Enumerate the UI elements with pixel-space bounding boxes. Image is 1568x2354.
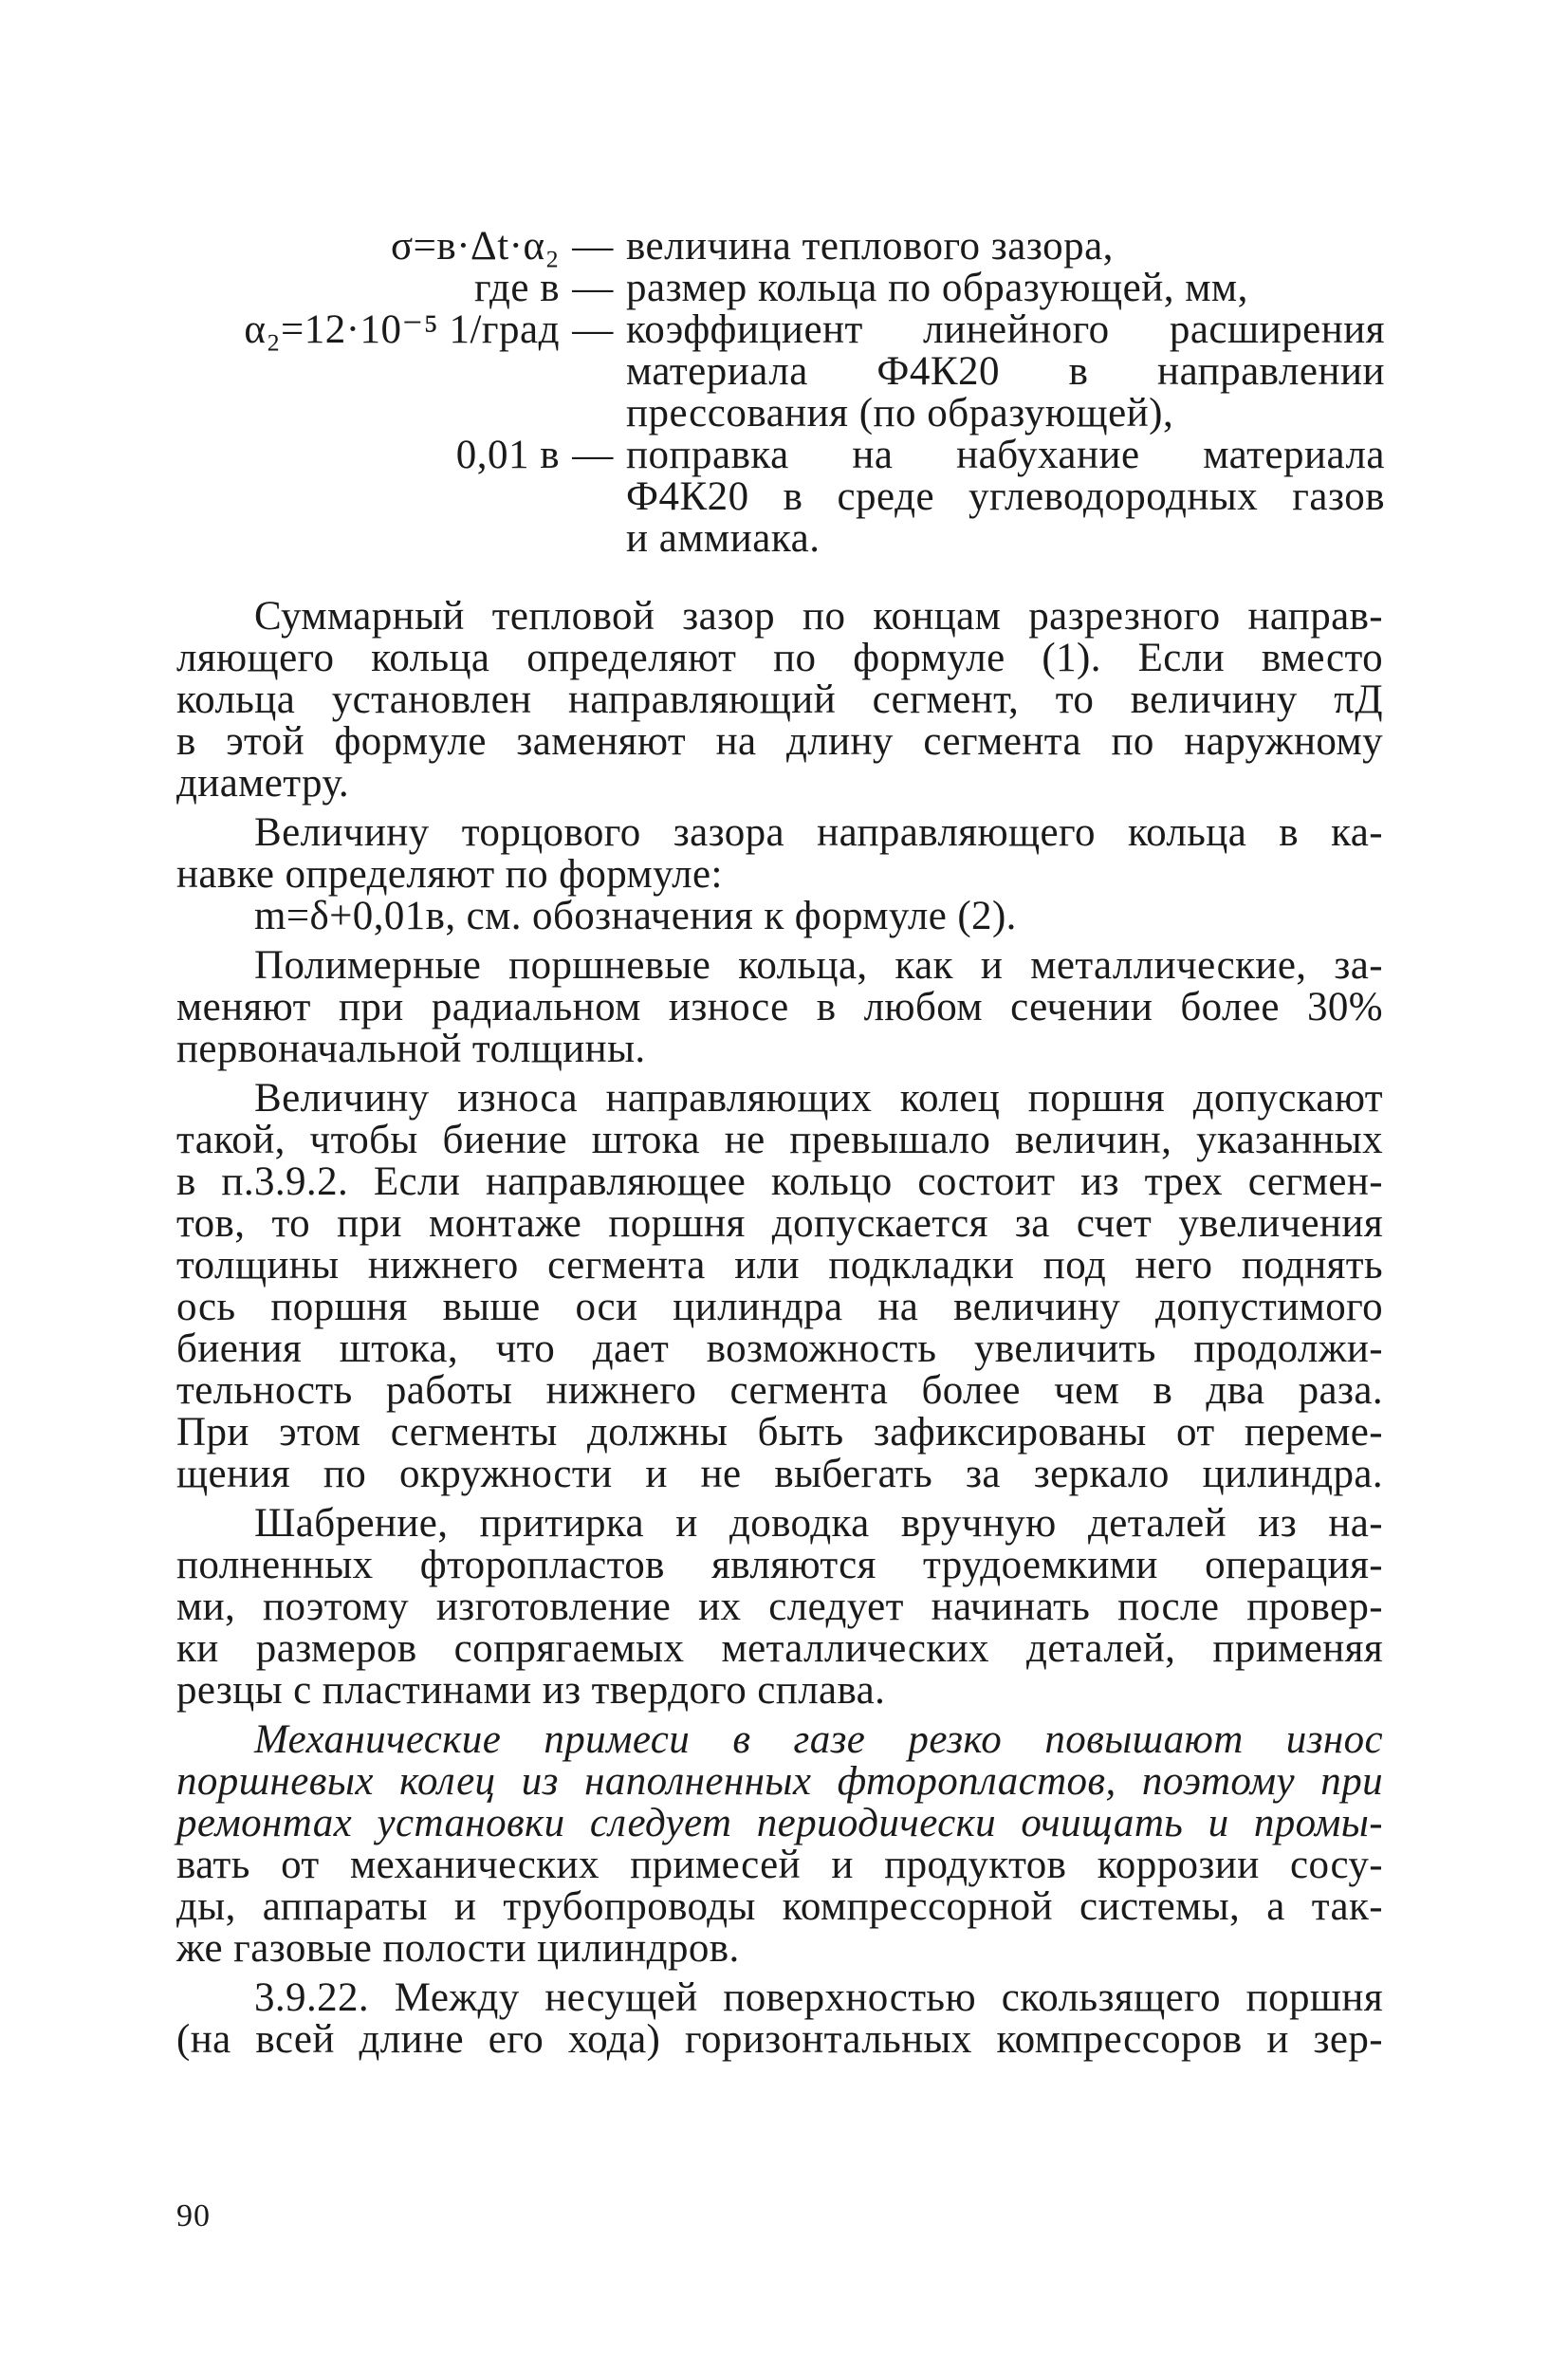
definition-row [171,309,1404,435]
paragraph [176,1977,1383,2061]
paragraph [176,1078,1383,1495]
definition-line: поправка на набухание материала [626,433,1385,477]
definition-description [626,268,1385,309]
definition-line: коэффициент линейного расширения [626,307,1385,352]
definition-line: размер кольца по образующей, мм, [626,266,1248,310]
text-line: Суммарный тепловой зазор по концам разрезного направ- [254,594,1383,639]
definition-description [626,435,1385,560]
text-line: резцы с пластинами из твердого сплава. [176,1668,886,1713]
text-line: щения по окружности и не выбегать за зеркало цилиндра. [176,1452,1383,1496]
definition-row [171,268,1404,309]
definition-term: 0,01 в [455,433,560,477]
definition-term: где в [473,266,560,310]
text-line: Полимерные поршневые кольца, как и металлические, за- [254,943,1383,988]
paragraph [176,1503,1383,1712]
definition-line: материала Ф4К20 в направлении [626,349,1385,394]
definition-row [171,435,1404,560]
text-line: При этом сегменты должны быть зафиксированы от переме- [176,1410,1383,1455]
paragraph [176,812,1383,937]
text-line: в п.3.9.2. Если направляющее кольцо состоит из трех сегмен- [176,1159,1383,1204]
definition-description [626,309,1385,435]
text-line: диаметру. [176,761,350,806]
text-line: поршневых колец из наполненных фторопластов, поэтому при [176,1759,1383,1804]
definition-line: и аммиака. [626,516,821,561]
text-line: ремонтах установки следует периодически очищать и промы- [176,1801,1383,1845]
text-line: кольца установлен направляющий сегмент, то величину πД [176,677,1383,722]
paragraph-continuation [176,1844,1383,1970]
definition-description [626,226,1385,268]
body-text [176,596,1383,2068]
formula-line: m=δ+0,01в, см. обозначения к формуле (2). [254,894,1017,938]
text-line: меняют при радиальном износе в любом сечении более 30% [176,985,1383,1029]
text-line: толщины нижнего сегмента или подкладки под него поднять [176,1243,1383,1288]
text-line: первоначальной толщины. [176,1027,646,1071]
definition-term: α₂=12·10⁻⁵ 1/град [244,307,560,352]
definition-line: величина теплового зазора, [626,224,1114,269]
text-line: ляющего кольца определяют по формуле (1). Если вместо [176,636,1383,680]
definition-dash: — [572,224,614,269]
paragraph [176,596,1383,805]
text-line: ось поршня выше оси цилиндра на величину допустимого [176,1285,1383,1329]
paragraph [176,945,1383,1070]
definition-dash: — [572,266,614,310]
text-line: Величину износа направляющих колец поршня допускают [254,1076,1383,1121]
text-line: полненных фторопластов являются трудоемкими операция- [176,1543,1383,1587]
page-number: 90 [176,2198,211,2234]
text-line: тельность работы нижнего сегмента более чем в два раза. [176,1368,1383,1413]
text-line: вать от механических примесей и продуктов коррозии сосу- [176,1843,1383,1887]
text-line: Шабрение, притирка и доводка вручную деталей из на- [254,1501,1383,1546]
definition-line: Ф4К20 в среде углеводородных газов [626,474,1385,519]
text-line: тов, то при монтаже поршня допускается за счет увеличения [176,1201,1383,1246]
definition-dash: — [572,307,614,352]
definition-row [171,226,1404,268]
definition-dash: — [572,433,614,477]
text-line: биения штока, что дает возможность увеличить продолжи- [176,1326,1383,1371]
definition-term: σ=в·Δt·α₂ [391,224,560,269]
text-line: Величину торцового зазора направляющего кольца в ка- [254,810,1383,855]
text-line: ми, поэтому изготовление их следует начинать после провер- [176,1585,1383,1629]
text-line: (на всей длине его хода) горизонтальных компрессоров и зер- [176,2017,1383,2062]
text-line: же газовые полости цилиндров. [176,1926,740,1971]
paragraph-italic [176,1719,1383,1844]
definition-line: прессования (по образующей), [626,391,1174,436]
text-line: такой, чтобы биение штока не превышало величин, указанных [176,1118,1383,1162]
text-line: Механические примеси в газе резко повышают износ [254,1717,1383,1762]
text-line: в этой формуле заменяют на длину сегмента по наружному [176,719,1383,764]
text-line: навке определяют по формуле: [176,852,723,897]
formula-definitions [171,226,1404,560]
text-line: ды, аппараты и трубопроводы компрессорной системы, а так- [176,1884,1383,1929]
text-line: 3.9.22. Между несущей поверхностью скользящего поршня [254,1975,1383,2020]
text-line: ки размеров сопрягаемых металлических деталей, применяя [176,1626,1383,1671]
